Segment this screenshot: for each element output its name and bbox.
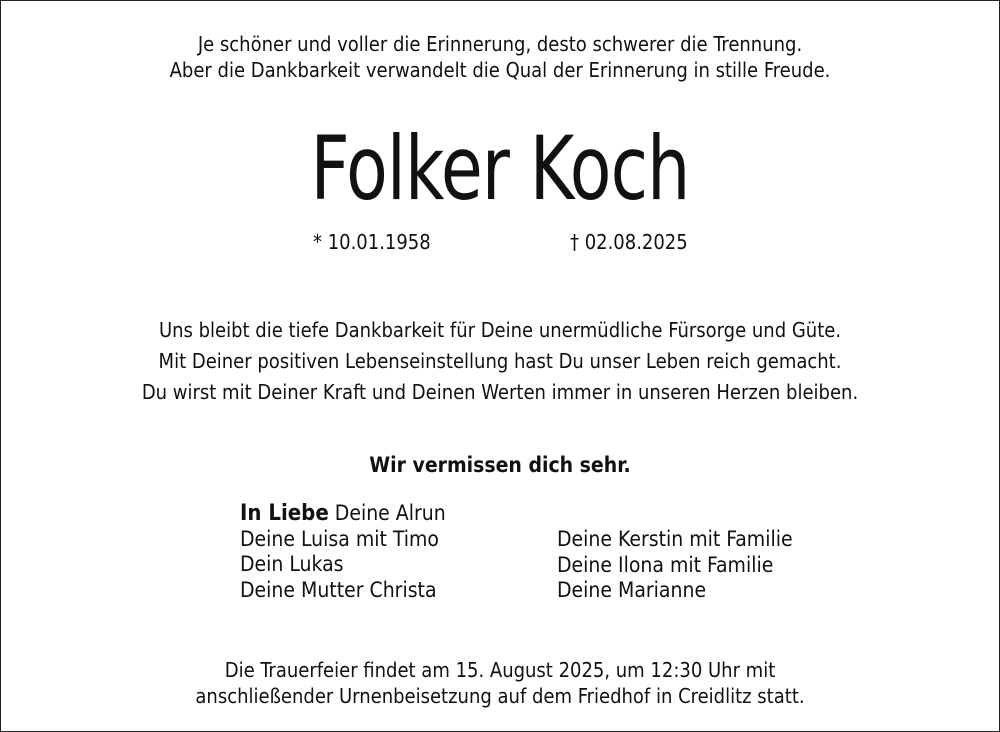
death-date: † 02.08.2025 bbox=[570, 230, 688, 254]
mourner-name: Deine Kerstin mit Familie bbox=[557, 527, 793, 551]
mourner-name: Deine Ilona mit Familie bbox=[557, 552, 774, 577]
mourners-left bbox=[240, 501, 446, 603]
service-line-2: anschließender Urnenbeisetzung auf dem Friedhof in Creidlitz statt. bbox=[195, 684, 805, 708]
in-love-intro: In Liebe bbox=[240, 501, 329, 526]
tribute-text bbox=[1, 315, 999, 408]
quote-line-1: Je schöner und voller die Erinnerung, desto schwerer die Trennung. bbox=[197, 32, 803, 56]
mourner-name: Deine Luisa mit Timo bbox=[240, 526, 439, 551]
service-info bbox=[1, 657, 999, 709]
service-line-1: Die Trauerfeier findet am 15. August 2025, um 12:30 Uhr mit bbox=[224, 658, 776, 682]
birth-date: * 10.01.1958 bbox=[313, 230, 431, 254]
tribute-line-3: Du wirst mit Deiner Kraft und Deinen Werten immer in unseren Herzen bleiben. bbox=[141, 380, 859, 404]
mourner-name: Dein Lukas bbox=[240, 552, 344, 576]
miss-line: Wir vermissen dich sehr. bbox=[369, 453, 631, 477]
opening-quote bbox=[1, 31, 999, 83]
quote-line-2: Aber die Dankbarkeit verwandelt die Qual der Erinnerung in stille Freude. bbox=[169, 58, 831, 82]
deceased-name: Folker Koch bbox=[310, 117, 690, 220]
mourner-name: Deine Marianne bbox=[557, 578, 707, 602]
tribute-line-2: Mit Deiner positiven Lebenseinstellung hast Du unser Leben reich gemacht. bbox=[158, 349, 842, 373]
mourner-name: Deine Mutter Christa bbox=[240, 577, 437, 602]
mourner-name: Deine Alrun bbox=[334, 501, 446, 525]
mourner-entry bbox=[240, 501, 446, 527]
tribute-line-1: Uns bleibt die tiefe Dankbarkeit für Deine unermüdliche Fürsorge und Güte. bbox=[158, 318, 842, 342]
mourners-right bbox=[557, 527, 793, 604]
